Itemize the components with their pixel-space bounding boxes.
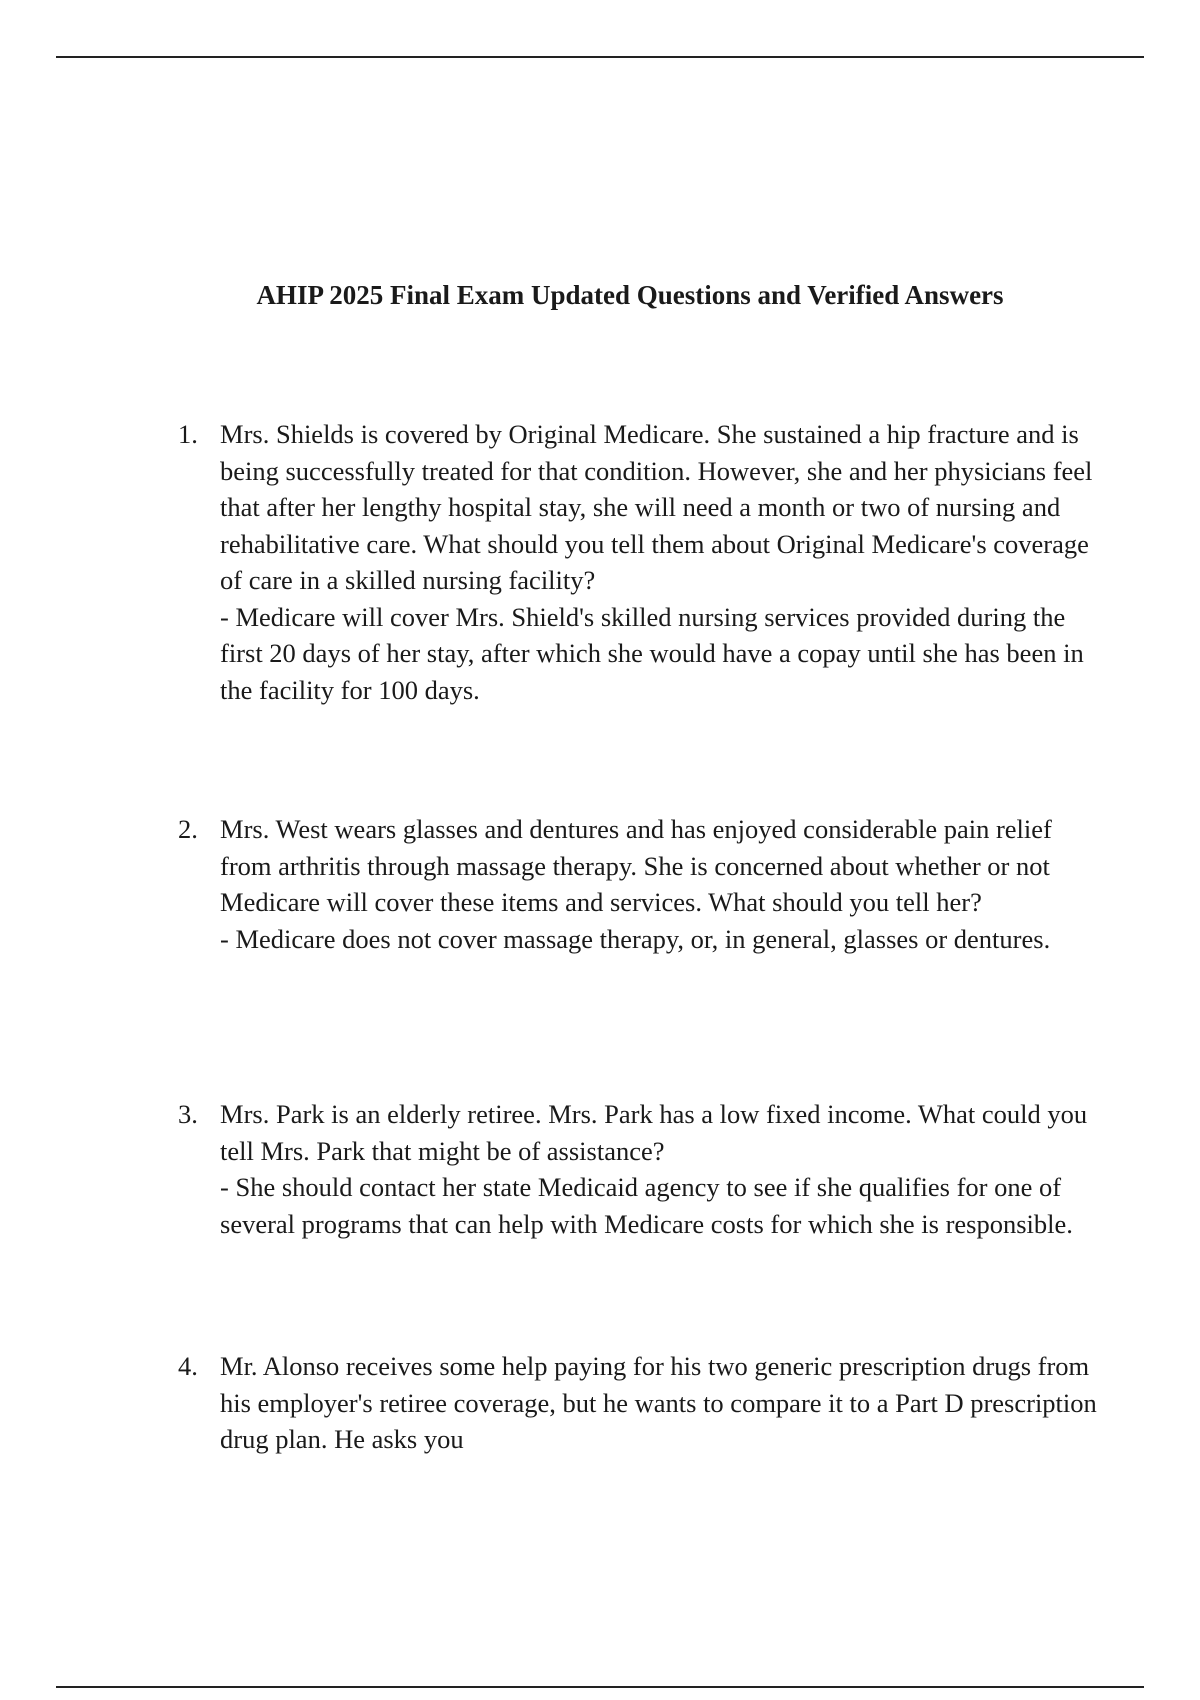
question-number: 1. [178, 419, 198, 449]
answer-text: - Medicare does not cover massage therapy, or, in general, glasses or dentures. [220, 923, 1051, 954]
question-item [178, 811, 1108, 957]
question-text: Mrs. Shields is covered by Original Medicare. She sustained a hip fracture and is being successfully treated for that condition. However, she and her physicians feel that after her lengthy hospital stay, she will need a month or two of nursing and rehabilitative care. What should you tell them about Original Medicare's coverage of care in a skilled nursing facility? [220, 419, 1093, 595]
question-item [178, 1096, 1108, 1242]
answer-text: - She should contact her state Medicaid agency to see if she qualifies for one of several programs that can help with Medicare costs for which she is responsible. [220, 1172, 1073, 1239]
question-text: Mr. Alonso receives some help paying for his two generic prescription drugs from his employer's retiree coverage, but he wants to compare it to a Part D prescription drug plan. He asks you [220, 1351, 1097, 1454]
question-1 [178, 416, 1108, 708]
answer-text: - Medicare will cover Mrs. Shield's skilled nursing services provided during the first 20 days of her stay, after which she would have a copay until she has been in the facility for 100 days. [220, 601, 1084, 705]
top-rule [56, 56, 1144, 58]
question-number: 3. [178, 1099, 198, 1129]
bottom-rule [56, 1686, 1144, 1688]
question-number: 4. [178, 1351, 198, 1381]
question-item [178, 416, 1108, 708]
document-title: AHIP 2025 Final Exam Updated Questions and Verified Answers [256, 280, 1004, 310]
question-2 [178, 811, 1108, 957]
question-item [178, 1348, 1108, 1458]
question-3 [178, 1096, 1108, 1242]
question-number: 2. [178, 814, 198, 844]
question-text: Mrs. West wears glasses and dentures and has enjoyed considerable pain relief from arthritis through massage therapy. She is concerned about whether or not Medicare will cover these items and services. What should you tell her? [220, 814, 1052, 917]
question-text: Mrs. Park is an elderly retiree. Mrs. Park has a low fixed income. What could you tell Mrs. Park that might be of assistance? [220, 1099, 1088, 1166]
question-4 [178, 1348, 1108, 1458]
